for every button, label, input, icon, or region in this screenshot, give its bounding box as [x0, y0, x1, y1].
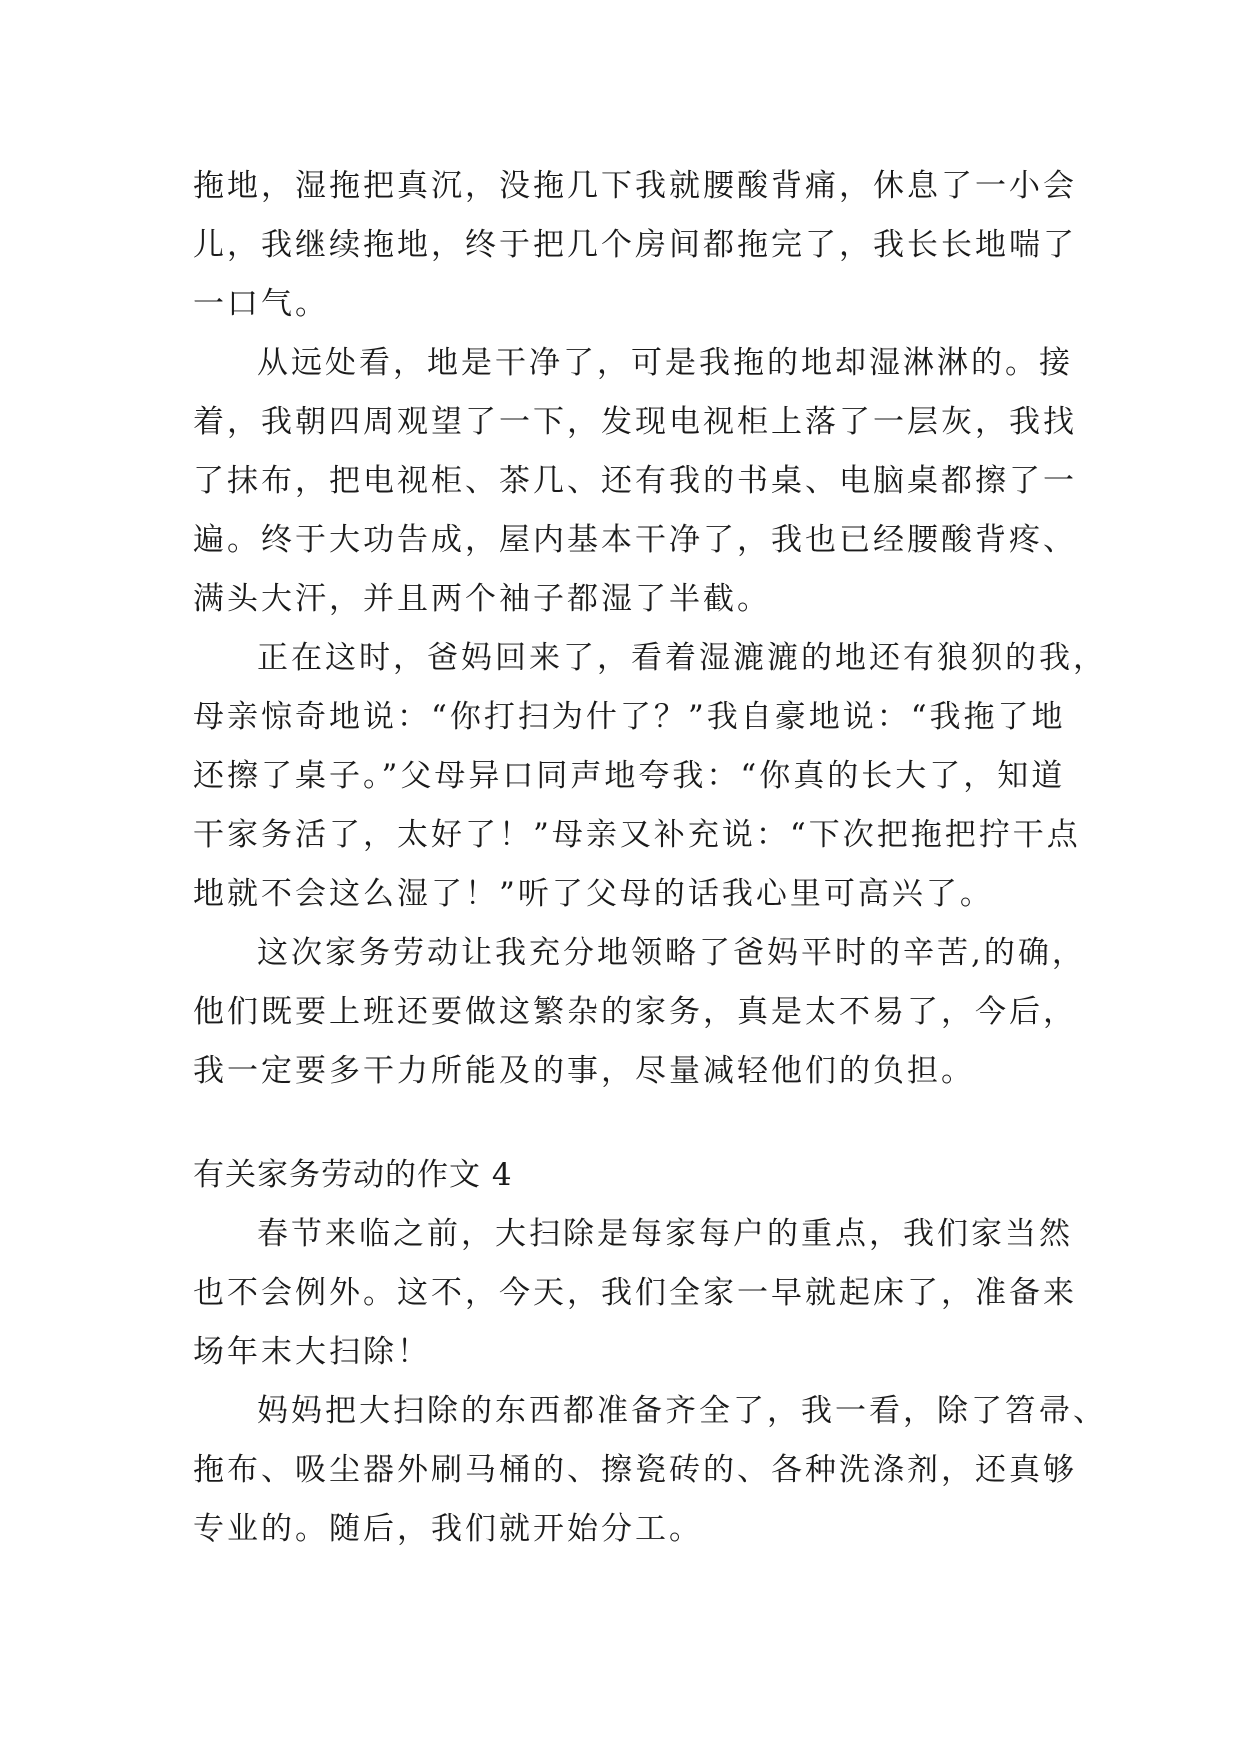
paragraph-6-line-1: 妈妈把大扫除的东西都准备齐全了，我一看，除了笤帚、: [257, 1393, 1107, 1429]
paragraph-5-line-3: 场年末大扫除！: [193, 1334, 431, 1370]
paragraph-5-line-2: 也不会例外。这不，今天，我们全家一早就起床了，准备来: [193, 1275, 1077, 1311]
paragraph-2-line-1: 从远处看，地是干净了，可是我拖的地却湿淋淋的。接: [257, 345, 1073, 381]
paragraph-2-line-4: 遍。终于大功告成，屋内基本干净了，我也已经腰酸背疼、: [193, 522, 1077, 558]
paragraph-1-line-1: 拖地，湿拖把真沉，没拖几下我就腰酸背痛，休息了一小会: [193, 168, 1077, 204]
paragraph-1-line-2: 儿，我继续拖地，终于把几个房间都拖完了，我长长地喘了: [193, 227, 1077, 263]
paragraph-4-line-3: 我一定要多干力所能及的事，尽量减轻他们的负担。: [193, 1053, 975, 1089]
paragraph-5-line-1: 春节来临之前，大扫除是每家每户的重点，我们家当然: [257, 1216, 1073, 1252]
section-heading: 有关家务劳动的作文 4: [193, 1157, 513, 1193]
paragraph-3-line-3: 还擦了桌子。”父母异口同声地夸我：“你真的长大了，知道: [193, 758, 1066, 794]
paragraph-4-line-1: 这次家务劳动让我充分地领略了爸妈平时的辛苦,的确，: [257, 935, 1086, 971]
paragraph-6-line-3: 专业的。随后，我们就开始分工。: [193, 1511, 703, 1547]
paragraph-3-line-5: 地就不会这么湿了！”听了父母的话我心里可高兴了。: [193, 876, 994, 912]
paragraph-3-line-2: 母亲惊奇地说：“你打扫为什了？”我自豪地说：“我拖了地: [193, 699, 1066, 735]
paragraph-3-line-1: 正在这时，爸妈回来了，看着湿漉漉的地还有狼狈的我，: [257, 640, 1107, 676]
paragraph-2-line-3: 了抹布，把电视柜、茶几、还有我的书桌、电脑桌都擦了一: [193, 463, 1077, 499]
paragraph-6-line-2: 拖布、吸尘器外刷马桶的、擦瓷砖的、各种洗涤剂，还真够: [193, 1452, 1077, 1488]
paragraph-2-line-5: 满头大汗，并且两个袖子都湿了半截。: [193, 581, 771, 617]
paragraph-4-line-2: 他们既要上班还要做这繁杂的家务，真是太不易了，今后，: [193, 994, 1077, 1030]
paragraph-3-line-4: 干家务活了，太好了！”母亲又补充说：“下次把拖把拧干点: [193, 817, 1081, 853]
paragraph-1-line-3: 一口气。: [193, 286, 329, 322]
paragraph-2-line-2: 着，我朝四周观望了一下，发现电视柜上落了一层灰，我找: [193, 404, 1077, 440]
